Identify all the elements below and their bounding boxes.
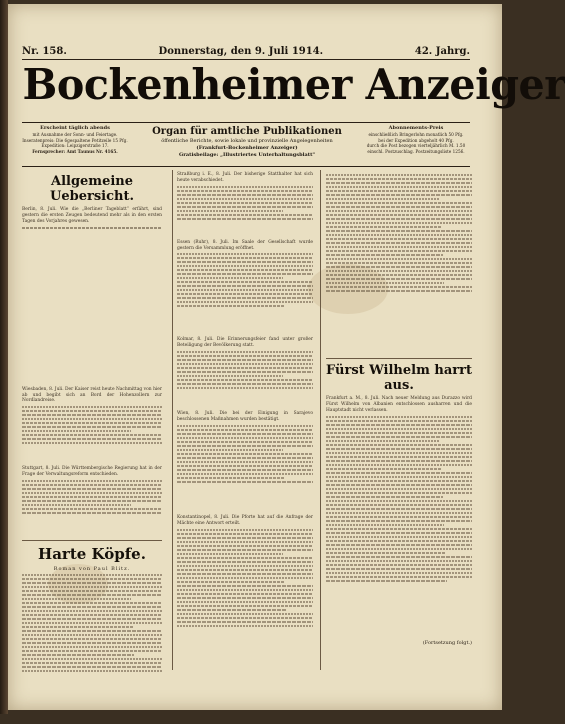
body-text-block: [177, 529, 313, 679]
sub-left-line: Inseratenpreis: Die 6gespaltene Petitzeile 15 Pfg.: [22, 137, 128, 143]
sub-left-line: Fernsprecher: Amt Taunus Nr. 4165.: [32, 149, 118, 155]
sub-center-line: öffentliche Berichte, sowie lokale und provinzielle Angelegenheiten: [161, 138, 333, 144]
body-text-block: [22, 227, 162, 387]
article-paragraph: Kolmar, 8. Juli. Die Erinnerungsfeier fand unter großer Beteiligung der Bevölkerung statt.: [177, 337, 313, 349]
article-paragraph: Wien, 8. Juli. Die bei der Einigung in Sarajevo beschlossenen Maßnahmen wurden bestätigt.: [177, 411, 313, 423]
subheader-rule: [22, 166, 470, 167]
article-paragraph: Konstantinopel, 8. Juli. Die Pforte hat auf die Anfrage der Mächte eine Antwort erteilt.: [177, 514, 313, 526]
article-paragraph: Frankfurt a. M., 8. Juli. Nach neuer Meldung aus Durazzo wird Fürst Wilhelm von Albanien entschlossen ausharren und die Hauptstadt nicht verlassen.: [326, 395, 472, 413]
novel-byline: Roman von Paul Blitz.: [53, 565, 131, 572]
body-text-block: [326, 416, 472, 666]
column-divider: [172, 170, 173, 670]
body-text-block: [22, 406, 162, 466]
organ-title: Organ für amtliche Publikationen: [152, 126, 342, 137]
issue-date: Donnerstag, den 9. Juli 1914.: [158, 46, 324, 57]
body-text-block: [177, 186, 313, 240]
sub-center-line: (Frankfurt-Bockenheimer Anzeiger): [196, 145, 298, 151]
article-paragraph: Wiesbaden, 8. Juli. Der Kaiser reist heute Nachmittag von hier ab und begibt sich an Bord der Hohenzollern zur Nordlandreise.: [22, 386, 162, 404]
sub-left-line: Erscheint täglich abends: [40, 125, 110, 131]
heading-fuerst-wilhelm: Fürst Wilhelm harrt aus.: [326, 362, 472, 393]
continuation-note: (Fortsetzung folgt.): [422, 640, 472, 646]
volume-number: 42. Jahrg.: [414, 46, 470, 57]
sub-right-line: einschließlich Bringerlohn monatlich 50 Pfg.: [368, 131, 464, 137]
article-paragraph: Essen (Ruhr), 8. Juli. Im Saale der Gesellschaft wurde gestern die Versammlung eröffnet.: [177, 239, 313, 251]
body-text-block: [177, 425, 313, 515]
column-left: [22, 172, 162, 724]
book-spine: [0, 0, 8, 714]
publication-info-center: [142, 126, 352, 159]
sub-right-line: durch die Post bezogen vierteljährlich M. 1.50: [366, 143, 466, 149]
column-divider: [320, 170, 321, 670]
column-middle: [177, 172, 313, 679]
article-paragraph: Straßburg i. E., 8. Juli. Der bisherige Statthalter hat sich heute verabschiedet.: [177, 172, 313, 183]
sub-right-line: einschl. Postzuschlag. Postzeitungsliste 1256.: [367, 149, 465, 155]
issue-header: [22, 46, 470, 57]
body-text-block: [177, 253, 313, 337]
sub-center-line: Gratisbeilage: „Illustriertes Unterhaltungsblatt": [179, 152, 315, 158]
issue-number: Nr. 158.: [22, 46, 67, 57]
sub-left-line: mit Ausnahme der Sonn- und Feiertage.: [32, 131, 118, 137]
masthead-title: Bockenheimer Anzeiger: [22, 60, 565, 109]
article-paragraph: Berlin, 8. Juli. Wie die „Berliner Tageblatt“ erfährt, sind gestern die ersten Zeugen bedeutend mehr als in den ersten Tagen des Vorjahres gewesen.: [22, 207, 162, 224]
publication-info-left: [22, 126, 128, 155]
sub-left-line: Expedition: Leipzigerstraße 17.: [41, 143, 109, 149]
body-text-block: [22, 574, 162, 724]
sub-right-line: bei der Expedition abgeholt 40 Pfg.: [378, 137, 454, 143]
heading-allgemeine-uebersicht: Allgemeine Uebersicht.: [50, 174, 134, 204]
body-text-block: [326, 174, 472, 354]
body-text-block: [22, 480, 162, 536]
body-text-block: [177, 351, 313, 411]
masthead-rule: [22, 122, 470, 123]
heading-harte-koepfe: Harte Köpfe.: [38, 544, 146, 563]
article-paragraph: Stuttgart, 8. Juli. Die Württembergische Regierung hat in der Frage der Verwaltungsreform entschieden.: [22, 466, 162, 478]
column-right: [326, 172, 472, 666]
publication-info-right: [360, 126, 472, 155]
sub-right-line: Abonnements-Preis: [388, 125, 444, 131]
